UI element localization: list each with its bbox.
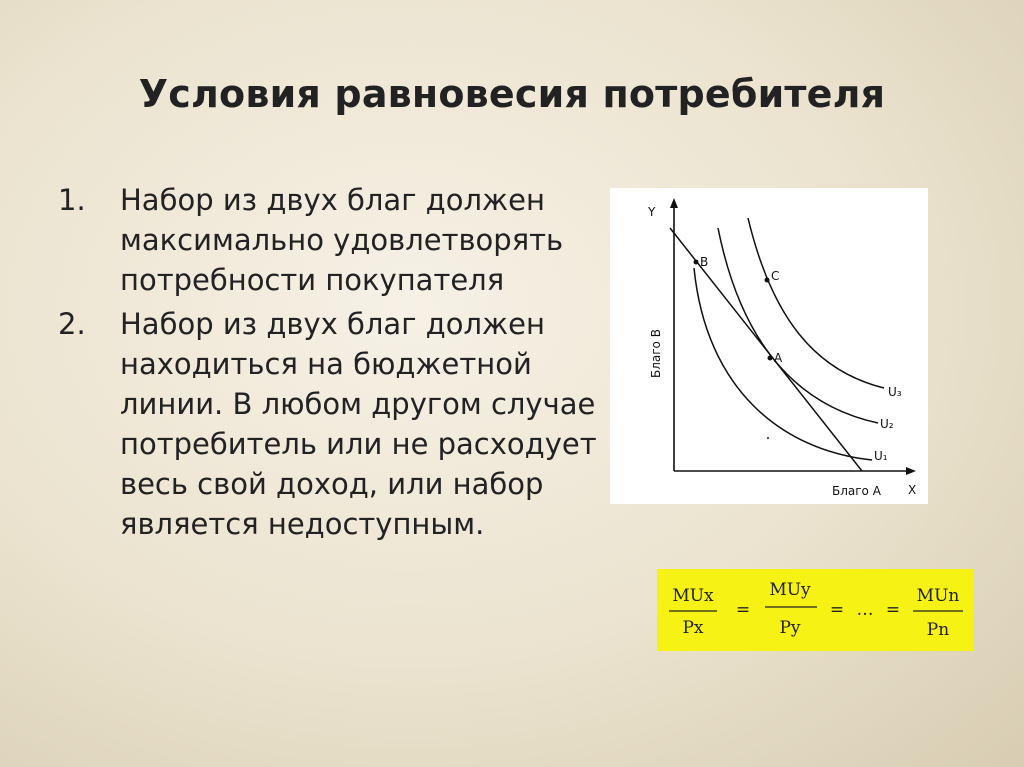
- formula-denominator: Pn: [926, 620, 950, 640]
- point-b-marker: [694, 260, 699, 265]
- conditions-list: [58, 180, 618, 548]
- curve-label-u3: U₃: [888, 385, 902, 399]
- indifference-curve-diagram: [610, 188, 928, 504]
- indifference-curve-u1: [694, 268, 872, 460]
- formula-svg: [657, 569, 973, 651]
- formula-denominator: Py: [779, 618, 801, 638]
- x-axis-letter: X: [908, 483, 917, 497]
- list-item-number: 1.: [58, 183, 86, 217]
- list-item: [58, 304, 618, 544]
- list-item-text: Набор из двух благ должен находиться на бюджетной линии. В любом другом случае потребитель или не расходует весь свой доход, или набор является недоступным.: [120, 307, 597, 541]
- x-axis-label: Благо А: [832, 484, 881, 498]
- point-label-c: C: [771, 269, 780, 283]
- point-label-b: B: [700, 255, 709, 269]
- equilibrium-formula: [657, 569, 973, 651]
- formula-numerator: MUn: [916, 586, 960, 606]
- y-axis-label: Благо В: [649, 329, 663, 378]
- slide-title: Условия равновесия потребителя: [138, 72, 886, 116]
- x-axis-arrow: [906, 467, 916, 475]
- list-item-number: 2.: [58, 307, 86, 341]
- curve-label-u2: U₂: [880, 417, 894, 431]
- equals-sign: =: [829, 600, 845, 620]
- list-item-text: Набор из двух благ должен максимально удовлетворять потребности покупателя: [120, 183, 564, 297]
- scan-dot: [767, 437, 769, 439]
- y-axis-letter: Y: [648, 205, 656, 219]
- indifference-curve-u3: [748, 218, 884, 388]
- formula-numerator: MUy: [769, 580, 811, 600]
- point-a-marker: [768, 356, 773, 361]
- point-label-a: A: [774, 351, 783, 365]
- y-axis-arrow: [670, 198, 678, 208]
- point-c-marker: [765, 278, 770, 283]
- equals-sign: =: [735, 600, 751, 620]
- formula-numerator: MUx: [672, 586, 714, 606]
- ellipsis: …: [856, 600, 874, 620]
- list-item: [58, 180, 618, 300]
- formula-denominator: Px: [682, 618, 704, 638]
- curve-label-u1: U₁: [874, 449, 888, 463]
- equals-sign: =: [885, 600, 901, 620]
- diagram-svg: [610, 188, 928, 504]
